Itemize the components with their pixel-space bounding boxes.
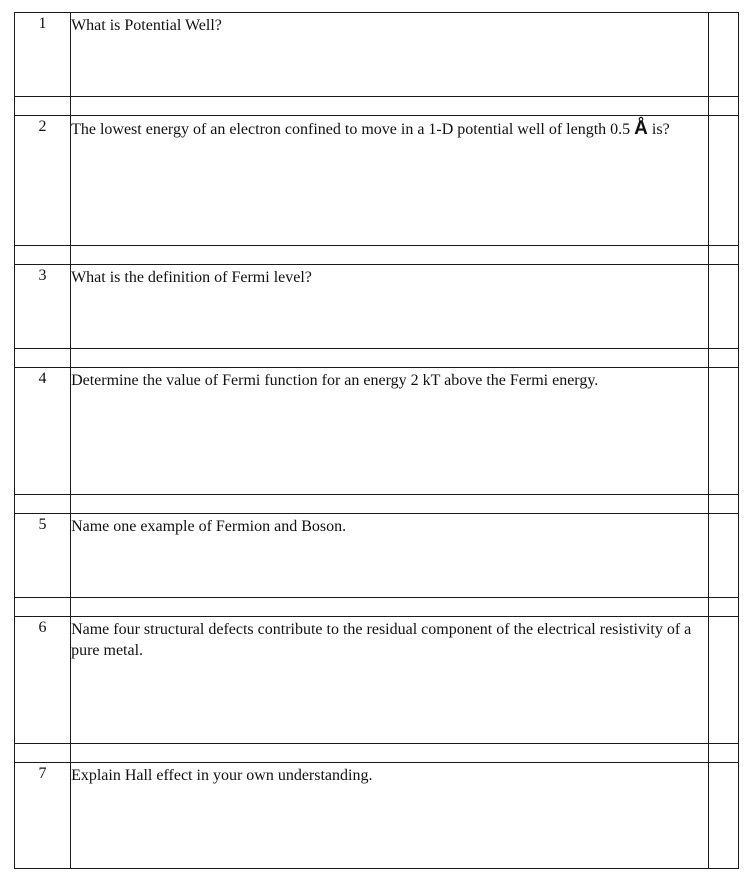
question-text (71, 617, 709, 744)
question-number: 6 (15, 617, 71, 744)
question-text-content: What is Potential Well? (71, 17, 222, 34)
question-number: 7 (15, 763, 71, 869)
question-text-content: Determine the value of Fermi function for an energy 2 kT above the Fermi energy. (71, 372, 599, 389)
question-text (71, 13, 709, 97)
spacer-row (15, 97, 739, 116)
spacer-row (15, 349, 739, 368)
question-text-content: The lowest energy of an electron confined to move in a 1-D potential well of length 0.5 (71, 121, 635, 138)
spacer-row (15, 744, 739, 763)
question-number: 5 (15, 514, 71, 598)
question-text-content: Name one example of Fermion and Boson. (71, 518, 347, 535)
question-number: 4 (15, 368, 71, 495)
question-text (71, 265, 709, 349)
answer-cell[interactable] (708, 368, 738, 495)
answer-cell[interactable] (708, 13, 738, 97)
spacer-row (15, 246, 739, 265)
question-table (14, 12, 739, 869)
question-text (71, 116, 709, 246)
answer-cell[interactable] (708, 514, 738, 598)
question-row (15, 116, 739, 246)
angstrom-symbol: Å (634, 118, 648, 139)
question-row (15, 368, 739, 495)
question-text (71, 763, 709, 869)
question-row (15, 617, 739, 744)
answer-cell[interactable] (708, 265, 738, 349)
question-text (71, 368, 709, 495)
spacer-row (15, 598, 739, 617)
answer-cell[interactable] (708, 617, 738, 744)
question-number: 1 (15, 13, 71, 97)
question-number: 3 (15, 265, 71, 349)
answer-cell[interactable] (708, 116, 738, 246)
question-number: 2 (15, 116, 71, 246)
question-text (71, 514, 709, 598)
question-row (15, 763, 739, 869)
question-text-content: Name four structural defects contribute to the residual component of the electrical resistivity of a pure metal. (71, 621, 692, 659)
question-row (15, 514, 739, 598)
question-row (15, 13, 739, 97)
answer-cell[interactable] (708, 763, 738, 869)
question-text-content: Explain Hall effect in your own understanding. (71, 767, 373, 784)
question-row (15, 265, 739, 349)
question-text-suffix: is? (647, 121, 670, 138)
question-text-content: What is the definition of Fermi level? (71, 269, 312, 286)
spacer-row (15, 495, 739, 514)
